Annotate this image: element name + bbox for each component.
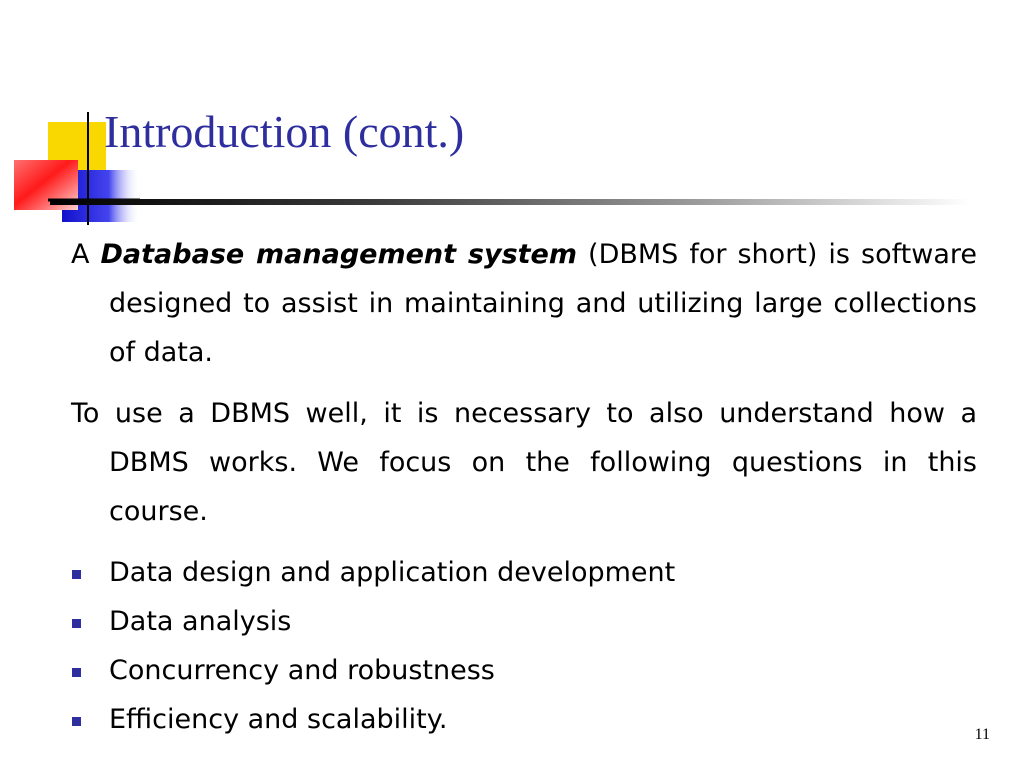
topic-list [71,548,977,744]
list-item [71,597,977,646]
list-item-text: Data analysis [109,606,292,637]
paragraph-rest: (DBMS for short) is software designed to assist in maintaining and utilizing large collections of data. [109,239,977,368]
square-bullet-icon [72,619,81,628]
list-item-text: Efficiency and scalability. [109,704,448,735]
square-bullet-icon [72,717,81,726]
slide-title: Introduction (cont.) [104,106,465,157]
list-item [71,548,977,597]
dbms-term: Database management system [100,239,577,270]
square-bullet-icon [72,570,81,579]
dbms-definition-paragraph [71,230,977,377]
page-number: 11 [974,726,990,743]
list-item [71,646,977,695]
list-item-text: Concurrency and robustness [109,655,495,686]
list-item [71,695,977,744]
square-bullet-icon [72,668,81,677]
list-item-text: Data design and application development [109,557,676,588]
slide-body [71,230,977,744]
course-focus-paragraph: To use a DBMS well, it is necessary to also understand how a DBMS works. We focus on the following questions in this course. [71,398,977,527]
paragraph-prefix: A [71,239,90,270]
title-underline-rule [50,199,970,205]
